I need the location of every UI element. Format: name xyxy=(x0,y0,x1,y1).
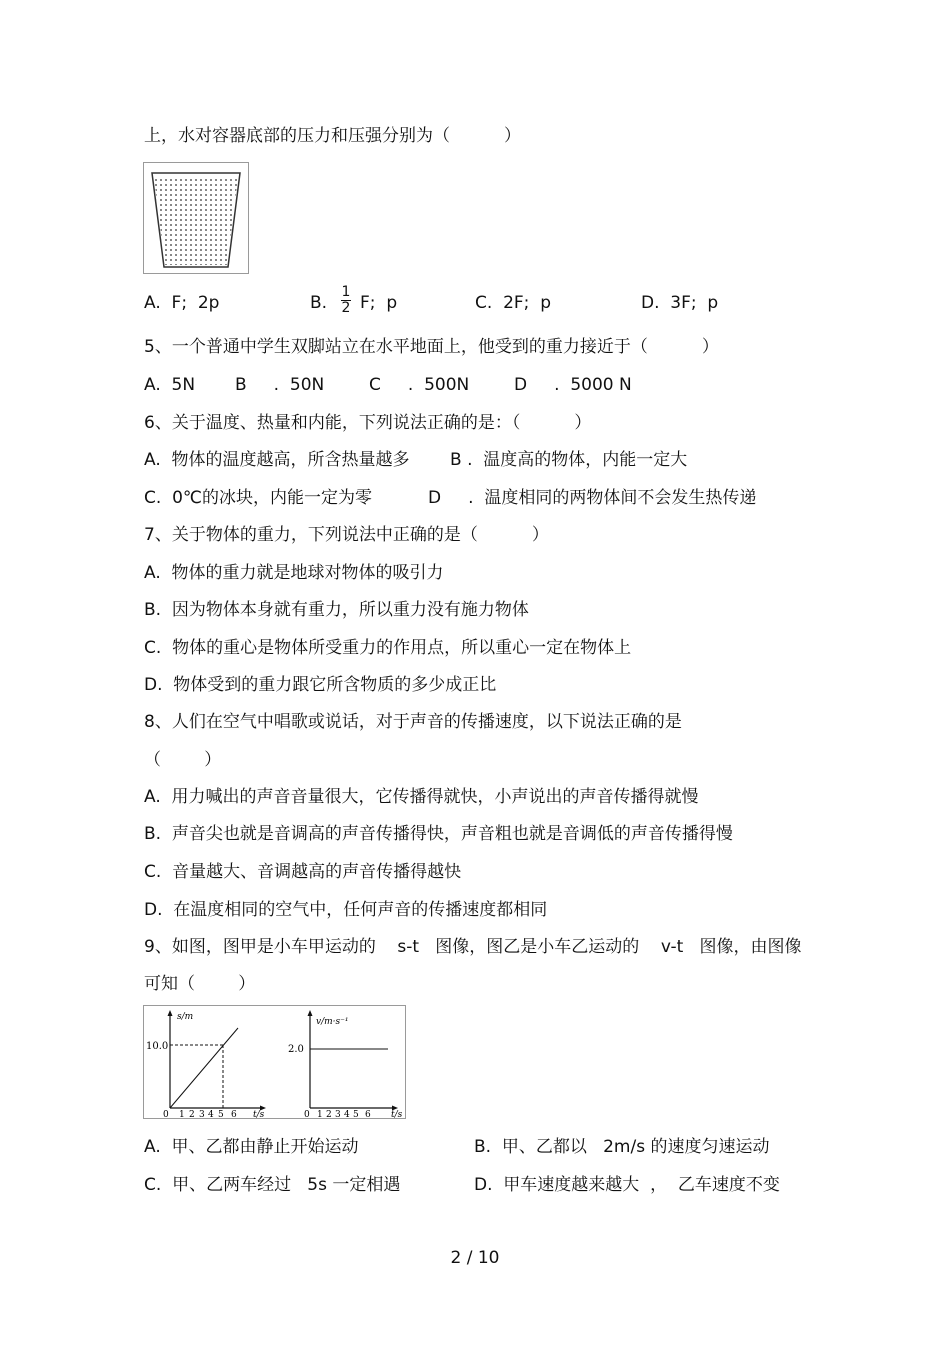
q8-answer-blank: （ ） xyxy=(144,750,222,770)
vt-xtick-4: 4 xyxy=(344,1110,350,1119)
fraction-denominator: 2 xyxy=(341,300,351,316)
q8-stem: 8、人们在空气中唱歌或说话，对于声音的传播速度，以下说法正确的是 xyxy=(144,712,682,732)
vt-xtick-3: 3 xyxy=(335,1110,341,1119)
q6-option-c: C. 0℃的冰块，内能一定为零 xyxy=(144,488,372,508)
container-figure xyxy=(143,162,249,274)
q9-option-c: C. 甲、乙两车经过 5s 一定相遇 xyxy=(144,1175,401,1195)
st-graph xyxy=(146,1010,266,1119)
q7-option-d: D. 物体受到的重力跟它所含物质的多少成正比 xyxy=(144,675,497,695)
vt-graph-xticks xyxy=(304,1110,371,1119)
q8-option-b: B. 声音尖也就是音调高的声音传播得快，声音粗也就是音调低的声音传播得慢 xyxy=(144,824,733,844)
st-graph-ylabel: s/m xyxy=(177,1012,194,1022)
vt-xtick-0: 0 xyxy=(304,1110,310,1119)
q9-option-d: D. 甲车速度越来越大 ， 乙车速度不变 xyxy=(474,1175,780,1195)
vt-xtick-2: 2 xyxy=(326,1110,332,1119)
st-xtick-3: 3 xyxy=(199,1110,205,1119)
q4-option-d: D. 3F; p xyxy=(641,293,719,313)
q6-option-a: A. 物体的温度越高，所含热量越多 xyxy=(144,450,410,470)
q5-option-b: B . 50N xyxy=(235,375,325,395)
st-xtick-5: 5 xyxy=(218,1110,224,1119)
q7-option-a: A. 物体的重力就是地球对物体的吸引力 xyxy=(144,563,444,583)
st-xtick-0: 0 xyxy=(163,1110,169,1119)
q5-option-d: D . 5000 N xyxy=(514,375,632,395)
st-xtick-2: 2 xyxy=(189,1110,195,1119)
q5-option-c: C . 500N xyxy=(369,375,470,395)
q5-option-a: A. 5N xyxy=(144,375,196,395)
q9-graphs-figure xyxy=(143,1005,406,1119)
q7-stem: 7、关于物体的重力，下列说法中正确的是（ ） xyxy=(144,525,549,545)
q9-stem: 9、如图，图甲是小车甲运动的 s-t 图像，图乙是小车乙运动的 v-t 图像，由图像 xyxy=(144,937,802,957)
fraction-numerator: 1 xyxy=(341,284,351,300)
q7-option-c: C. 物体的重心是物体所受重力的作用点，所以重心一定在物体上 xyxy=(144,638,632,658)
q4-option-c: C. 2F; p xyxy=(475,293,552,313)
vt-graph-ytick: 2.0 xyxy=(288,1044,304,1055)
vt-xtick-6: 6 xyxy=(365,1110,371,1119)
page-number: 2 / 10 xyxy=(450,1248,500,1268)
q7-option-b: B. 因为物体本身就有重力，所以重力没有施力物体 xyxy=(144,600,529,620)
q8-option-c: C. 音量越大、音调越高的声音传播得越快 xyxy=(144,862,462,882)
st-xtick-4: 4 xyxy=(208,1110,214,1119)
q6-stem: 6、关于温度、热量和内能，下列说法正确的是：（ ） xyxy=(144,413,592,433)
st-graph-xlabel: t/s xyxy=(253,1110,265,1119)
vt-graph-xlabel: t/s xyxy=(391,1110,403,1119)
q6-option-d: D . 温度相同的两物体间不会发生热传递 xyxy=(428,488,757,508)
q4-option-b-fraction xyxy=(341,285,351,316)
st-xtick-1: 1 xyxy=(179,1110,185,1119)
st-xtick-6: 6 xyxy=(231,1110,237,1119)
q5-stem: 5、一个普通中学生双脚站立在水平地面上，他受到的重力接近于（ ） xyxy=(144,337,719,357)
q4-option-a: A. F; 2p xyxy=(144,293,220,313)
q8-option-a: A. 用力喊出的声音音量很大，它传播得就快，小声说出的声音传播得就慢 xyxy=(144,787,699,807)
st-graph-xticks xyxy=(163,1110,237,1119)
st-graph-ytick: 10.0 xyxy=(146,1041,169,1052)
vt-graph-ylabel: v/m·s⁻¹ xyxy=(316,1017,349,1027)
q8-option-d: D. 在温度相同的空气中，任何声音的传播速度都相同 xyxy=(144,900,548,920)
q6-option-b: B . 温度高的物体，内能一定大 xyxy=(450,450,688,470)
q9-stem-continued: 可知（ ） xyxy=(144,974,256,994)
q9-option-b: B. 甲、乙都以 2m/s 的速度匀速运动 xyxy=(474,1137,770,1157)
q9-option-a: A. 甲、乙都由静止开始运动 xyxy=(144,1137,359,1157)
q4-option-b-label: B. xyxy=(310,293,328,313)
vt-graph xyxy=(288,1010,403,1119)
q4-stem: 上，水对容器底部的压力和压强分别为（ ） xyxy=(144,126,522,146)
vt-xtick-1: 1 xyxy=(317,1110,323,1119)
q4-option-b-text: F; p xyxy=(360,293,398,313)
vt-xtick-5: 5 xyxy=(353,1110,359,1119)
